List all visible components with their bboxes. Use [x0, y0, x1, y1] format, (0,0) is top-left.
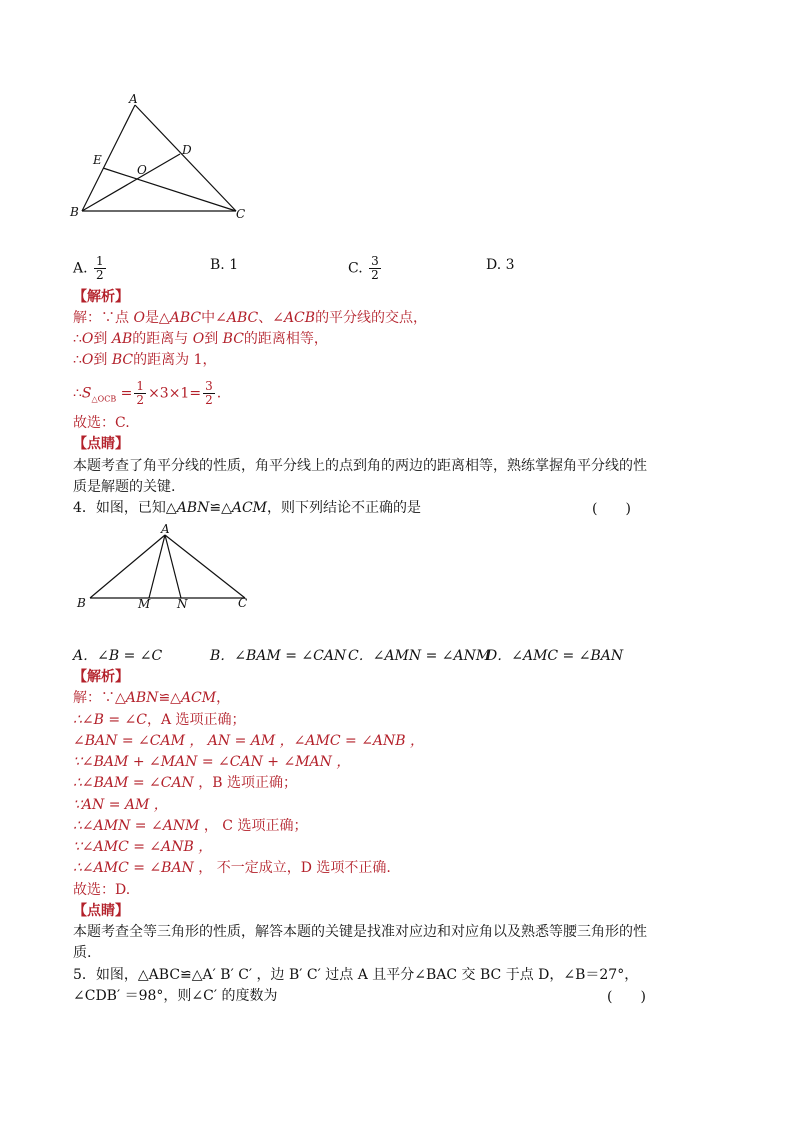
q3-choice: 故选：C.	[73, 415, 130, 431]
fraction-half	[134, 380, 146, 407]
var: AB	[111, 331, 133, 347]
var: ABN	[125, 690, 159, 706]
text: ，B 选项正确；	[193, 775, 298, 791]
label-d: D	[182, 143, 192, 157]
q4-analysis-line-2	[73, 710, 246, 730]
figure-triangle-abmnc	[70, 520, 270, 615]
fraction-three-halves	[203, 380, 215, 407]
var: BC	[111, 352, 134, 368]
q4-analysis-heading: 【解析】	[73, 669, 129, 685]
text: 的距离为 1，	[133, 352, 217, 368]
q4-analysis-line-1	[73, 688, 230, 708]
q3-option-c-fraction	[369, 255, 381, 282]
text: 的平分线的交点，	[315, 310, 428, 326]
q4-analysis-line-4: ∵∠BAM + ∠MAN = ∠CAN + ∠MAN ，	[73, 754, 351, 770]
q5-stem-line-1: 5．如图，△ABC≌△A′ B′ C′ ，边 B′ C′ 过点 A 且平分∠BAC 交 BC 于点 D，∠B＝27°，	[73, 967, 639, 983]
q3-analysis-line-3	[73, 350, 216, 370]
q4-analysis-line-8: ∵∠AMC = ∠ANB ，	[73, 839, 213, 855]
var: ABC	[226, 310, 259, 326]
q4-comment-line-2: 质.	[73, 945, 92, 961]
frac-num: 3	[205, 379, 213, 393]
var: O	[81, 352, 94, 368]
label-m: M	[138, 597, 151, 611]
q4-answer-paren: ( )	[592, 501, 631, 517]
label-b: B	[70, 205, 79, 219]
var: ACM	[231, 500, 268, 516]
label-c: C	[236, 207, 246, 221]
var: ACB	[283, 310, 316, 326]
text: ∴	[73, 385, 82, 402]
q3-option-b[interactable]	[210, 255, 238, 275]
text: ×3×1=	[148, 385, 202, 402]
q3-comment-line-1: 本题考查了角平分线的性质，角平分线上的点到角的两边的距离相等，熟练掌握角平分线的性	[73, 458, 647, 474]
q4-analysis-line-9	[73, 858, 391, 878]
text: 中∠	[201, 310, 227, 326]
q3-option-c[interactable]	[348, 255, 383, 282]
math: ∴∠AMN = ∠ANM	[73, 818, 200, 834]
q4-comment-heading: 【点睛】	[73, 903, 129, 919]
var: ABN	[176, 500, 210, 516]
q3-analysis-line-4	[73, 380, 221, 409]
q5-stem-line-2: ∠CDB′ ＝98°，则∠C′ 的度数为	[73, 988, 278, 1004]
q3-option-d[interactable]	[486, 255, 515, 275]
var: O	[192, 331, 205, 347]
math: ∴∠BAM = ∠CAN	[73, 775, 194, 791]
label-a: A	[129, 92, 138, 106]
segment-an	[165, 535, 181, 598]
frac-den: 2	[371, 268, 379, 282]
q3-comment-heading: 【点睛】	[73, 436, 129, 452]
text: 解：∵点	[73, 310, 134, 326]
text: 是△	[144, 310, 170, 326]
text: .	[216, 385, 222, 402]
text: 到	[204, 331, 223, 347]
q3-option-d-label: D.	[486, 257, 502, 273]
text: ∴	[73, 331, 82, 347]
text: ，则下列结论不正确的是	[267, 500, 422, 516]
label-o: O	[137, 163, 147, 177]
q3-comment-line-2: 质是解题的关键.	[73, 479, 176, 495]
q3-option-a[interactable]	[73, 255, 108, 282]
q4-option-d[interactable]: D．∠AMC = ∠BAN	[486, 648, 624, 664]
q4-option-a[interactable]: A．∠B = ∠C	[73, 648, 163, 664]
frac-den: 2	[205, 393, 213, 407]
segment-ab	[90, 535, 165, 598]
frac-num: 3	[371, 254, 379, 268]
var: ACM	[180, 690, 217, 706]
frac-num: 1	[136, 379, 145, 393]
text: =	[116, 385, 133, 402]
segment-am	[149, 535, 165, 598]
text: 解：∵△	[73, 690, 126, 706]
text: ∴	[73, 352, 82, 368]
label-n: N	[177, 597, 188, 611]
text: ，	[216, 690, 231, 706]
var: O	[81, 331, 94, 347]
var: O	[133, 310, 145, 326]
q3-option-b-value: 1	[229, 257, 239, 273]
q3-option-a-fraction	[94, 255, 106, 282]
q3-analysis-line-2	[73, 329, 328, 349]
q4-stem	[73, 498, 421, 518]
q4-option-c[interactable]: C．∠AMN = ∠ANM	[348, 648, 491, 664]
q4-analysis-line-3: ∠BAN = ∠CAM ， AN = AM ，∠AMC = ∠ANB ，	[73, 733, 425, 749]
label-e: E	[93, 153, 102, 167]
q3-option-d-value: 3	[505, 257, 515, 273]
q4-analysis-line-5	[73, 773, 297, 793]
text: 4．如图，已知△	[73, 500, 177, 516]
math: ∴∠B = ∠C	[73, 712, 147, 728]
var: S	[81, 385, 92, 402]
q4-option-b[interactable]: B．∠BAM = ∠CAN	[210, 648, 347, 664]
var: BC	[222, 331, 244, 347]
text: ，A 选项正确；	[147, 712, 246, 728]
q4-analysis-line-6: ∵AN = AM ，	[73, 797, 168, 813]
figure-triangle-abc-bisectors	[60, 88, 260, 228]
frac-num: 1	[96, 254, 104, 268]
label-b: B	[77, 596, 86, 610]
subscript: △OCB	[91, 394, 117, 404]
segment-ac	[165, 535, 245, 598]
text: 到	[93, 331, 112, 347]
math: ∴∠AMC = ∠BAN	[73, 860, 194, 876]
text: 、∠	[258, 310, 284, 326]
q3-analysis-heading: 【解析】	[73, 289, 129, 305]
frac-den: 2	[136, 393, 145, 407]
label-a: A	[161, 522, 170, 536]
text: 的距离与	[132, 331, 193, 347]
q4-choice: 故选：D.	[73, 882, 131, 898]
q4-comment-line-1: 本题考查全等三角形的性质，解答本题的关键是找准对应边和对应角以及熟悉等腰三角形的性	[73, 924, 647, 940]
text: ， 不一定成立，D 选项不正确.	[193, 860, 391, 876]
q5-answer-paren: ( )	[607, 989, 646, 1005]
q3-option-a-label: A.	[73, 260, 88, 277]
q4-analysis-line-7	[73, 816, 307, 836]
var: ABC	[169, 310, 202, 326]
q3-option-b-label: B.	[210, 257, 225, 273]
text: 的距离相等，	[243, 331, 328, 347]
text: ≌△	[209, 500, 232, 516]
text: ≌△	[158, 690, 181, 706]
text: 到	[93, 352, 112, 368]
frac-den: 2	[96, 268, 104, 282]
q3-option-c-label: C.	[348, 260, 363, 277]
q3-analysis-line-1	[73, 308, 427, 328]
label-c: C	[238, 596, 248, 610]
text: ， C 选项正确；	[199, 818, 308, 834]
